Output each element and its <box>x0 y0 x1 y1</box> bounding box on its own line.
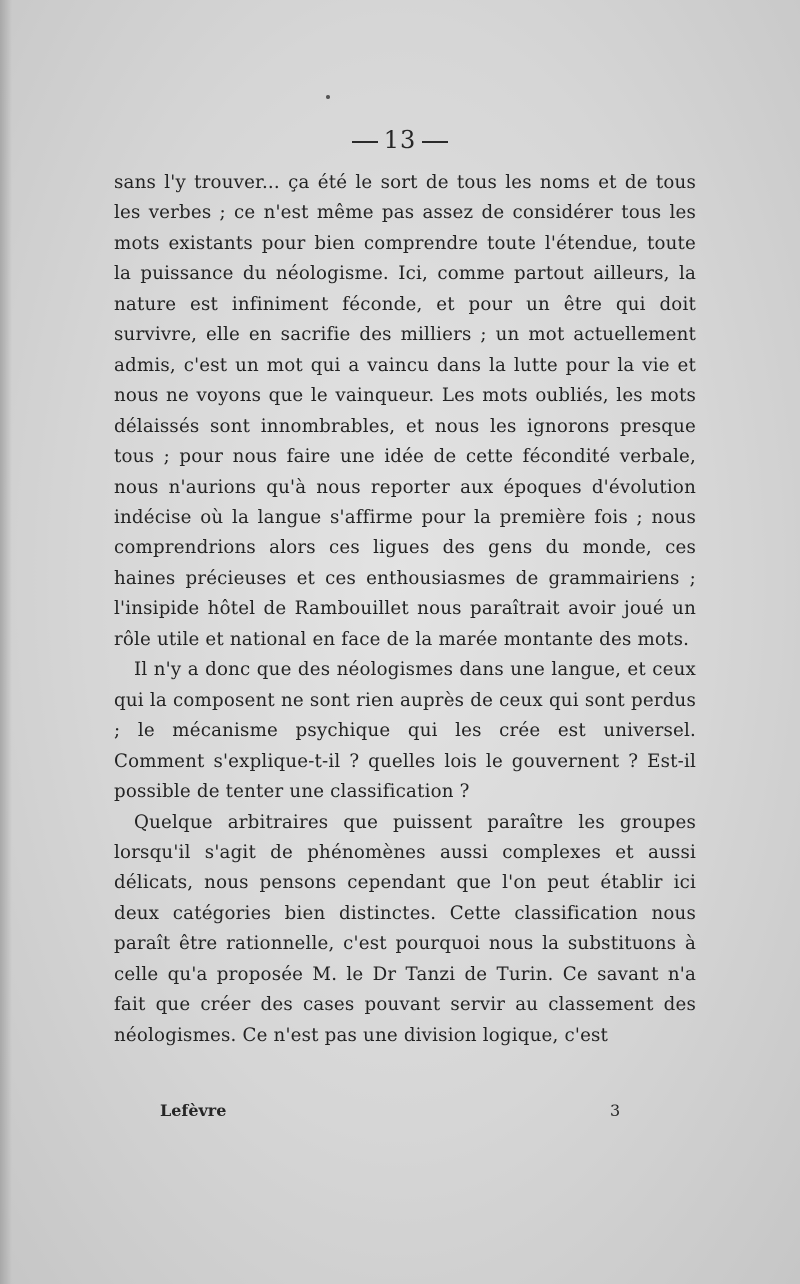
page-edge-shadow <box>0 0 12 1284</box>
body-text <box>114 168 696 1051</box>
paragraph-continuation: sans l'y trouver... ça été le sort de tous les noms et de tous les verbes ; ce n'est même pas assez de considérer tous les mots existants pour bien comprendre toute l'étendue, toute la puissance du néologisme. Ici, comme partout ailleurs, la nature est infiniment féconde, et pour un être qui doit survivre, elle en sacrifie des milliers ; un mot actuellement admis, c'est un mot qui a vaincu dans la lutte pour la vie et nous ne voyons que le vainqueur. Les mots oubliés, les mots délaissés sont innombrables, et nous les ignorons presque tous ; pour nous faire une idée de cette fécondité verbale, nous n'aurions qu'à nous reporter aux époques d'évolution indécise où la langue s'affirme pour la première fois ; nous comprendrions alors ces ligues des gens du monde, ces haines précieuses et ces enthousiasmes de grammairiens ; l'insipide hôtel de Rambouillet nous paraîtrait avoir joué un rôle utile et national en face de la marée montante des mots. <box>114 172 696 650</box>
paragraph: Quelque arbitraires que puissent paraître les groupes lorsqu'il s'agit de phénomènes aussi complexes et aussi délicats, nous pensons cependant que l'on peut établir ici deux catégories bien distinctes. Cette classification nous paraît être rationnelle, c'est pourquoi nous la substituons à celle qu'a proposée M. le Dr Tanzi de Turin. Ce savant n'a fait que créer des cases pouvant servir au classement des néologismes. Ce n'est pas une division logique, c'est <box>114 811 696 1046</box>
paragraph: Il n'y a donc que des néologismes dans une langue, et ceux qui la composent ne sont rien auprès de ceux qui sont perdus ; le mécanisme psychique qui les crée est universel. Comment s'explique-t-il ? quelles lois le gouvernent ? Est-il possible de tenter une classification ? <box>114 659 696 803</box>
printer-signature-mark: Lefèvre <box>160 1101 227 1120</box>
page-number-value: 13 <box>383 126 417 154</box>
folio-dash-right <box>422 141 448 143</box>
signature-number: 3 <box>610 1101 621 1120</box>
folio-dash-left <box>352 141 378 143</box>
page-number <box>0 126 800 154</box>
ink-speck <box>326 95 330 99</box>
